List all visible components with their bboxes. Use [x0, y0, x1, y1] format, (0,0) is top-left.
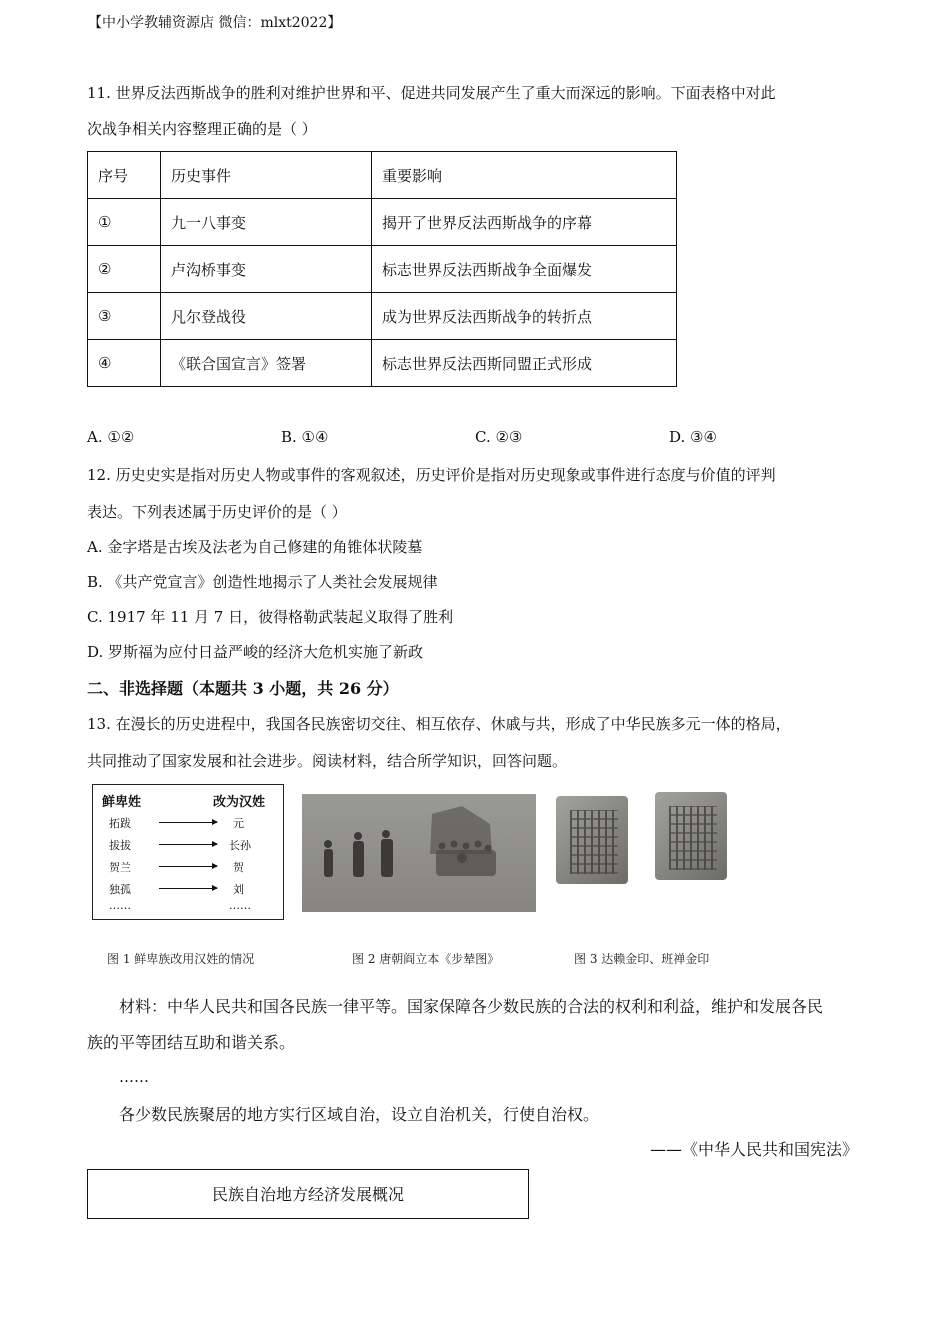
q11-option-c[interactable]: C. ②③ [475, 428, 523, 446]
q11-stem-line1: 11. 世界反法西斯战争的胜利对维护世界和平、促进共同发展产生了重大而深远的影响。下面表格中对此 [87, 84, 776, 102]
material-line1: 材料：中华人民共和国各民族一律平等。国家保障各少数民族的合法的权利和利益，维护和发展各民 [119, 997, 824, 1016]
table-cell: 卢沟桥事变 [161, 246, 372, 293]
arrow-icon [159, 844, 217, 845]
q11-table [87, 151, 677, 387]
table-header-row [88, 152, 677, 199]
figure-3-seal-panchen-image [655, 792, 727, 880]
q12-option-b[interactable]: B. 《共产党宣言》创造性地揭示了人类社会发展规律 [87, 573, 438, 591]
fig1-han-name: 刘 [233, 883, 244, 896]
page-header: 【中小学教辅资源店 微信：mlxt2022】 [88, 15, 342, 31]
arrow-icon [159, 822, 217, 823]
fig1-xianbei-name: 拔拔 [109, 839, 131, 852]
fig1-ellipsis: …… [109, 899, 131, 912]
box-title: 民族自治地方经济发展概况 [211, 1185, 404, 1204]
fig1-xianbei-name: 贺兰 [109, 861, 131, 874]
fig1-head-right: 改为汉姓 [213, 795, 266, 810]
table-cell: 成为世界反法西斯战争的转折点 [372, 293, 677, 340]
q13-stem-line1: 13. 在漫长的历史进程中，我国各民族密切交往、相互依存、休戚与共，形成了中华民族多元一体的格局， [87, 715, 791, 733]
table-header-cell: 序号 [88, 152, 161, 199]
figure-1-surname-chart [92, 784, 284, 920]
q11-option-d[interactable]: D. ③④ [669, 428, 717, 446]
table-cell: ① [88, 199, 161, 246]
table-cell: 揭开了世界反法西斯战争的序幕 [372, 199, 677, 246]
table-cell: 《联合国宣言》签署 [161, 340, 372, 387]
arrow-icon [159, 866, 217, 867]
q11-stem-line2: 次战争相关内容整理正确的是（ ） [87, 120, 317, 138]
figure-1-caption: 图 1 鲜卑族改用汉姓的情况 [107, 952, 255, 966]
table-cell: 标志世界反法西斯同盟正式形成 [372, 340, 677, 387]
fig1-ellipsis: …… [229, 899, 251, 912]
q13-stem-line2: 共同推动了国家发展和社会进步。阅读材料，结合所学知识，回答问题。 [87, 752, 568, 770]
table-cell: 九一八事变 [161, 199, 372, 246]
table-cell: ② [88, 246, 161, 293]
table-header-cell: 重要影响 [372, 152, 677, 199]
figure-2-caption: 图 2 唐朝阎立本《步辇图》 [352, 952, 500, 966]
fig1-han-name: 贺 [233, 861, 244, 874]
table-cell: ④ [88, 340, 161, 387]
fig1-xianbei-name: 拓跋 [109, 817, 131, 830]
fig1-han-name: 长孙 [229, 839, 251, 852]
material-line3: 各少数民族聚居的地方实行区域自治，设立自治机关，行使自治权。 [119, 1105, 600, 1124]
q11-option-a[interactable]: A. ①② [87, 428, 135, 446]
fig1-xianbei-name: 独孤 [109, 883, 131, 896]
figure-3-caption: 图 3 达赖金印、班禅金印 [574, 952, 710, 966]
painting-figures-icon [302, 794, 536, 912]
table-cell: 标志世界反法西斯战争全面爆发 [372, 246, 677, 293]
table-cell: ③ [88, 293, 161, 340]
fig1-head-left: 鲜卑姓 [102, 795, 142, 810]
table-row [88, 199, 677, 246]
table-row [88, 340, 677, 387]
q12-option-d[interactable]: D. 罗斯福为应付日益严峻的经济大危机实施了新政 [87, 643, 424, 661]
economic-overview-box [87, 1169, 529, 1219]
table-cell: 凡尔登战役 [161, 293, 372, 340]
q12-stem-line1: 12. 历史史实是指对历史人物或事件的客观叙述，历史评价是指对历史现象或事件进行态度与价值的评判 [87, 466, 776, 484]
q12-option-a[interactable]: A. 金字塔是古埃及法老为自己修建的角锥体状陵墓 [87, 538, 423, 556]
material-line2: 族的平等团结互助和谐关系。 [87, 1033, 296, 1052]
q12-stem-line2: 表达。下列表述属于历史评价的是（ ） [87, 503, 347, 521]
material-ellipsis: …… [119, 1068, 149, 1086]
section-title: 二、非选择题（本题共 3 小题，共 26 分） [87, 679, 399, 698]
figure-2-painting-image [302, 794, 536, 912]
table-row [88, 293, 677, 340]
q11-option-b[interactable]: B. ①④ [281, 428, 329, 446]
table-header-cell: 历史事件 [161, 152, 372, 199]
material-source: ——《中华人民共和国宪法》 [649, 1140, 858, 1159]
table-row [88, 246, 677, 293]
q12-option-c[interactable]: C. 1917 年 11 月 7 日，彼得格勒武装起义取得了胜利 [87, 608, 454, 626]
figure-3-seal-dalai-image [556, 796, 628, 884]
fig1-han-name: 元 [233, 817, 244, 830]
arrow-icon [159, 888, 217, 889]
